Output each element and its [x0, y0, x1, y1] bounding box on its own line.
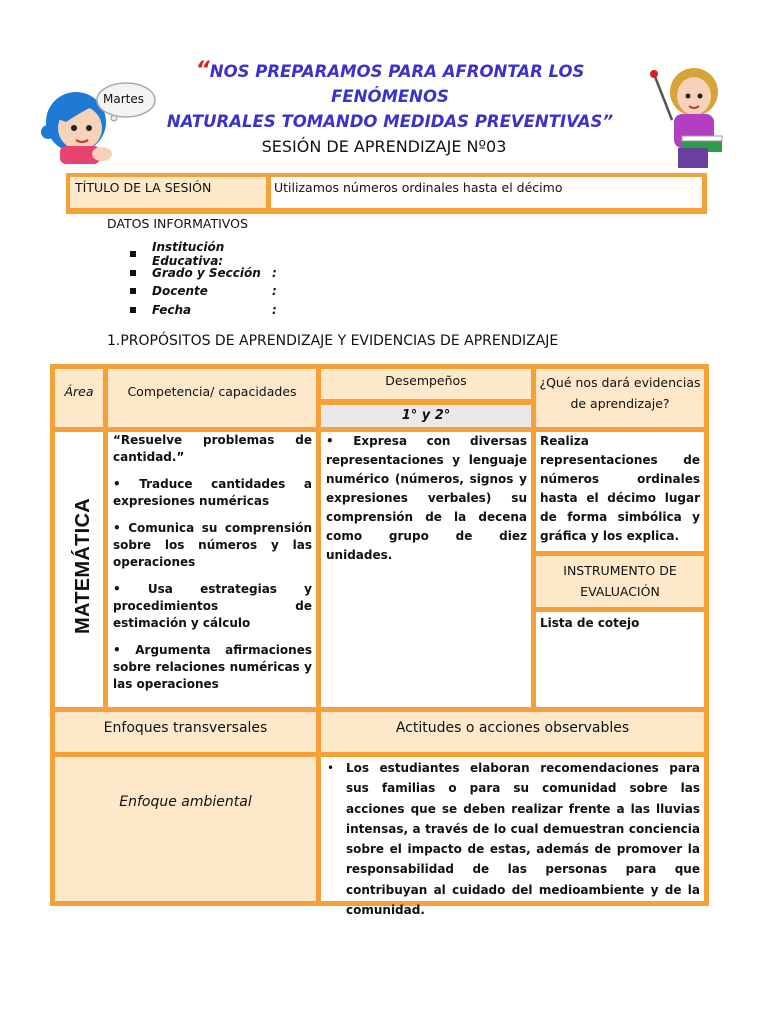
bullet-icon — [130, 251, 136, 257]
enfoques-header: Enfoques transversales — [55, 712, 316, 752]
list-item: Docente : — [130, 282, 277, 301]
instrumento-cell: Lista de cotejo — [536, 612, 704, 707]
competencia-item: • Traduce cantidades a expresiones numéricas — [113, 477, 312, 508]
competencia-cell — [108, 432, 316, 707]
day-bubble-text: Martes — [103, 92, 144, 106]
list-item: Fecha : — [130, 301, 277, 320]
actitud-text: Los estudiantes elaboran recomendaciones para sus familias o para su comunidad sobre las acciones que se deben realizar frente a las lluvias intensas, a través de lo cual demuestran conciencia sobre el impacto de estas, además de promover la responsabilidad de las personas para que contribuyan al cuidado del medioambiente y de la comunidad. — [346, 761, 700, 918]
header-area: Área — [55, 369, 103, 427]
header-grado: 1° y 2° — [321, 405, 531, 427]
list-item: Institución Educativa: — [130, 245, 277, 264]
header-competencia: Competencia/ capacidades — [108, 369, 316, 427]
section-1-title: 1.PROPÓSITOS DE APRENDIZAJE Y EVIDENCIAS DE APRENDIZAJE — [107, 333, 559, 349]
competencia-item: • Usa estrategias y procedimientos de estimación y cálculo — [113, 582, 312, 630]
heading-line-1: NOS PREPARAMOS PARA AFRONTAR LOS FENÓMENOS — [209, 62, 585, 106]
title-label: TÍTULO DE LA SESIÓN — [70, 177, 266, 208]
actitudes-header: Actitudes o acciones observables — [321, 712, 704, 752]
instrumento-header: INSTRUMENTO DE EVALUACIÓN — [536, 556, 704, 607]
enfoque-cell: Enfoque ambiental — [55, 757, 316, 901]
title-value: Utilizamos números ordinales hasta el décimo — [271, 177, 702, 208]
quote-open: “ — [195, 58, 210, 83]
competencia-item: “Resuelve problemas de cantidad.” — [113, 433, 312, 464]
area-label: MATEMÁTICA — [72, 498, 94, 634]
datos-list — [130, 240, 277, 319]
bullet-icon — [130, 307, 136, 313]
bullet-icon: • — [327, 761, 335, 775]
desempeno-cell: • Expresa con diversas representaciones y lenguaje numérico (números, signos y expresiones verbales) su comprensión de la decena como grupo de diez unidades. — [321, 432, 531, 707]
bullet-icon — [130, 270, 136, 276]
list-item: Grado y Sección : — [130, 264, 277, 283]
actitud-cell — [321, 757, 704, 918]
competencia-item: • Comunica su comprensión sobre los números y las operaciones — [113, 521, 312, 569]
main-heading — [150, 58, 630, 134]
quote-close: ” — [602, 112, 614, 131]
session-title: SESIÓN DE APRENDIZAJE Nº03 — [261, 137, 507, 156]
header-evidencia: ¿Qué nos dará evidencias de aprendizaje? — [536, 369, 704, 427]
bullet-icon — [130, 288, 136, 294]
competencia-item: • Argumenta afirmaciones sobre relaciones numéricas y las operaciones — [113, 643, 312, 691]
heading-line-2: NATURALES TOMANDO MEDIDAS PREVENTIVAS — [166, 112, 603, 131]
datos-heading: DATOS INFORMATIVOS — [107, 216, 248, 231]
header-desempenos: Desempeños — [321, 369, 531, 399]
evidencia-cell: Realiza representaciones de números ordinales hasta el décimo lugar de forma simbólica y gráfica y los explica. — [536, 432, 704, 551]
